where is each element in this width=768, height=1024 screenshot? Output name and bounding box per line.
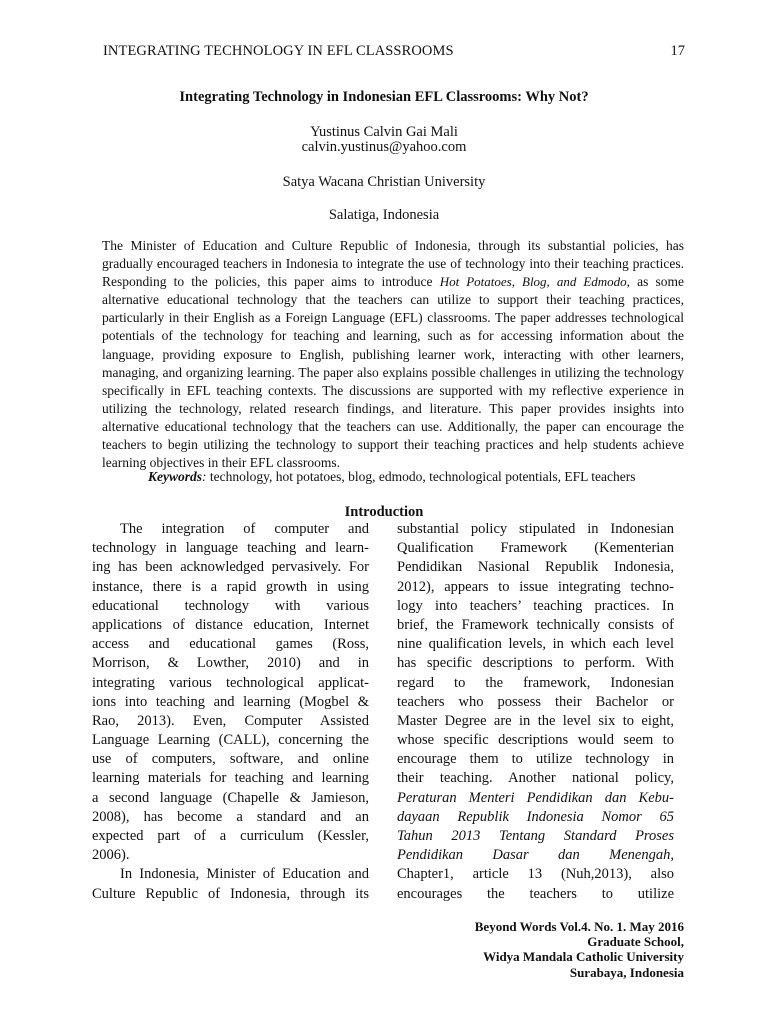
body-line: a second language (Chapelle & Jamieson, — [92, 789, 369, 806]
running-header — [103, 43, 685, 63]
body-line: nine qualification levels, in which each level — [397, 636, 674, 653]
abstract-text-end: as some alternative educational technology that the teachers can utilize to support their teaching practices, particularly in their English as a Foreign Language (EFL) classrooms. The paper addresses technological potentials of the technology for teaching and learning, such as for accessing information about the language, providing exposure to English, publishing learner work, interacting with other learners, managing, and organizing learning. The paper also explains possible challenges in utilizing the technology specifically in EFL teaching contexts. The discussions are supported with my reflective experience in utilizing the technology, related research findings, and literature. This paper provides insights into alternative educational technology that the teachers can use. Additionally, the paper can encourage the teachers to begin utilizing the technology to support their teaching practices and help students achieve learning objectives in their EFL classrooms. — [102, 274, 684, 471]
body-line: whose specific descriptions would seem to — [397, 732, 674, 749]
body-line: teachers who possess their Bachelor or — [397, 693, 674, 710]
abstract-tools-italic: Hot Potatoes, Blog, and Edmodo, — [439, 274, 630, 290]
body-line: 2008), has become a standard and an — [92, 808, 369, 825]
keywords-label: Keywords — [148, 469, 202, 484]
abstract — [102, 237, 684, 472]
body-line: technology in language teaching and learn- — [92, 540, 369, 557]
body-column-left — [92, 520, 369, 904]
body-line: logy into teachers’ teaching practices. In — [397, 597, 674, 614]
body-line-italic: Peraturan Menteri Pendidikan dan Kebu- — [397, 789, 674, 806]
body-line: has specific descriptions to perform. With — [397, 655, 674, 672]
body-line: learning materials for teaching and learning — [92, 770, 369, 787]
body-line-italic: Pendidikan Dasar dan Menengah, — [397, 847, 674, 864]
body-line: integrating various technological applicat- — [92, 674, 369, 691]
body-line: applications of distance education, Internet — [92, 616, 369, 633]
footer-school: Graduate School, — [587, 934, 684, 950]
body-column-right — [397, 520, 674, 904]
section-heading: Introduction — [344, 504, 424, 520]
body-line: regard to the framework, Indonesian — [397, 674, 674, 691]
body-line: instance, there is a rapid growth in using — [92, 578, 369, 595]
body-line: In Indonesia, Minister of Education and — [120, 866, 369, 883]
author-affiliation: Satya Wacana Christian University — [282, 174, 486, 190]
body-line: ing has been acknowledged pervasively. For — [92, 559, 369, 576]
body-line: The integration of computer and — [120, 521, 369, 537]
body-line: their teaching. Another national policy, — [397, 770, 674, 787]
body-line: ions into teaching and learning (Mogbel & — [92, 693, 369, 710]
body-line: Language Learning (CALL), concerning the — [92, 732, 369, 749]
body-line: Rao, 2013). Even, Computer Assisted — [92, 712, 369, 729]
author-location: Salatiga, Indonesia — [328, 207, 440, 223]
body-line-italic: dayaan Republik Indonesia Nomor 65 — [397, 808, 674, 825]
body-line: use of computers, software, and online — [92, 751, 369, 768]
running-title: INTEGRATING TECHNOLOGY IN EFL CLASSROOMS — [103, 43, 454, 59]
body-line: 2006). — [92, 847, 130, 864]
body-line: expected part of a curriculum (Kessler, — [92, 828, 369, 844]
paper-title: Integrating Technology in Indonesian EFL Classrooms: Why Not? — [179, 89, 589, 105]
keywords-separator: : — [202, 469, 207, 484]
body-line: encourages the teachers to utilize — [397, 885, 674, 902]
footer-city: Surabaya, Indonesia — [569, 964, 684, 980]
body-line-italic: Tahun 2013 Tentang Standard Proses — [397, 828, 674, 844]
abstract-text-start: The Minister of Education and Culture Republic of Indonesia, through its substantial policies, has gradually encouraged teachers in Indonesia to integrate the use of technology into their teaching practices. Responding to the policies, this paper aims to introduce — [102, 238, 684, 290]
body-line: brief, the Framework technically consists of — [397, 616, 674, 633]
body-line: Pendidikan Nasional Republik Indonesia, — [397, 559, 674, 576]
body-line: access and educational games (Ross, — [92, 636, 369, 653]
journal-footer — [284, 919, 684, 980]
body-line: Morrison, & Lowther, 2010) and in — [92, 655, 369, 672]
body-line: educational technology with various — [92, 597, 369, 614]
author-name: Yustinus Calvin Gai Mali — [310, 124, 458, 140]
body-line: Qualification Framework (Kementerian — [397, 540, 674, 557]
footer-university: Widya Mandala Catholic University — [483, 949, 684, 965]
keywords — [148, 469, 636, 485]
body-line: Master Degree are in the level six to eight, — [397, 712, 674, 729]
footer-journal: Beyond Words Vol.4. No. 1. May 2016 — [474, 919, 684, 934]
body-line: encourage them to utilize technology in — [397, 751, 674, 768]
body-line: 2012), appears to issue integrating techno- — [397, 578, 674, 595]
body-line: Chapter1, article 13 (Nuh,2013), also — [397, 866, 674, 883]
page-number: 17 — [670, 43, 685, 59]
keywords-list: technology, hot potatoes, blog, edmodo, technological potentials, EFL teachers — [206, 469, 636, 484]
body-line: Culture Republic of Indonesia, through its — [92, 885, 369, 902]
body-line: substantial policy stipulated in Indonesian — [397, 521, 674, 537]
author-email: calvin.yustinus@yahoo.com — [301, 139, 467, 155]
